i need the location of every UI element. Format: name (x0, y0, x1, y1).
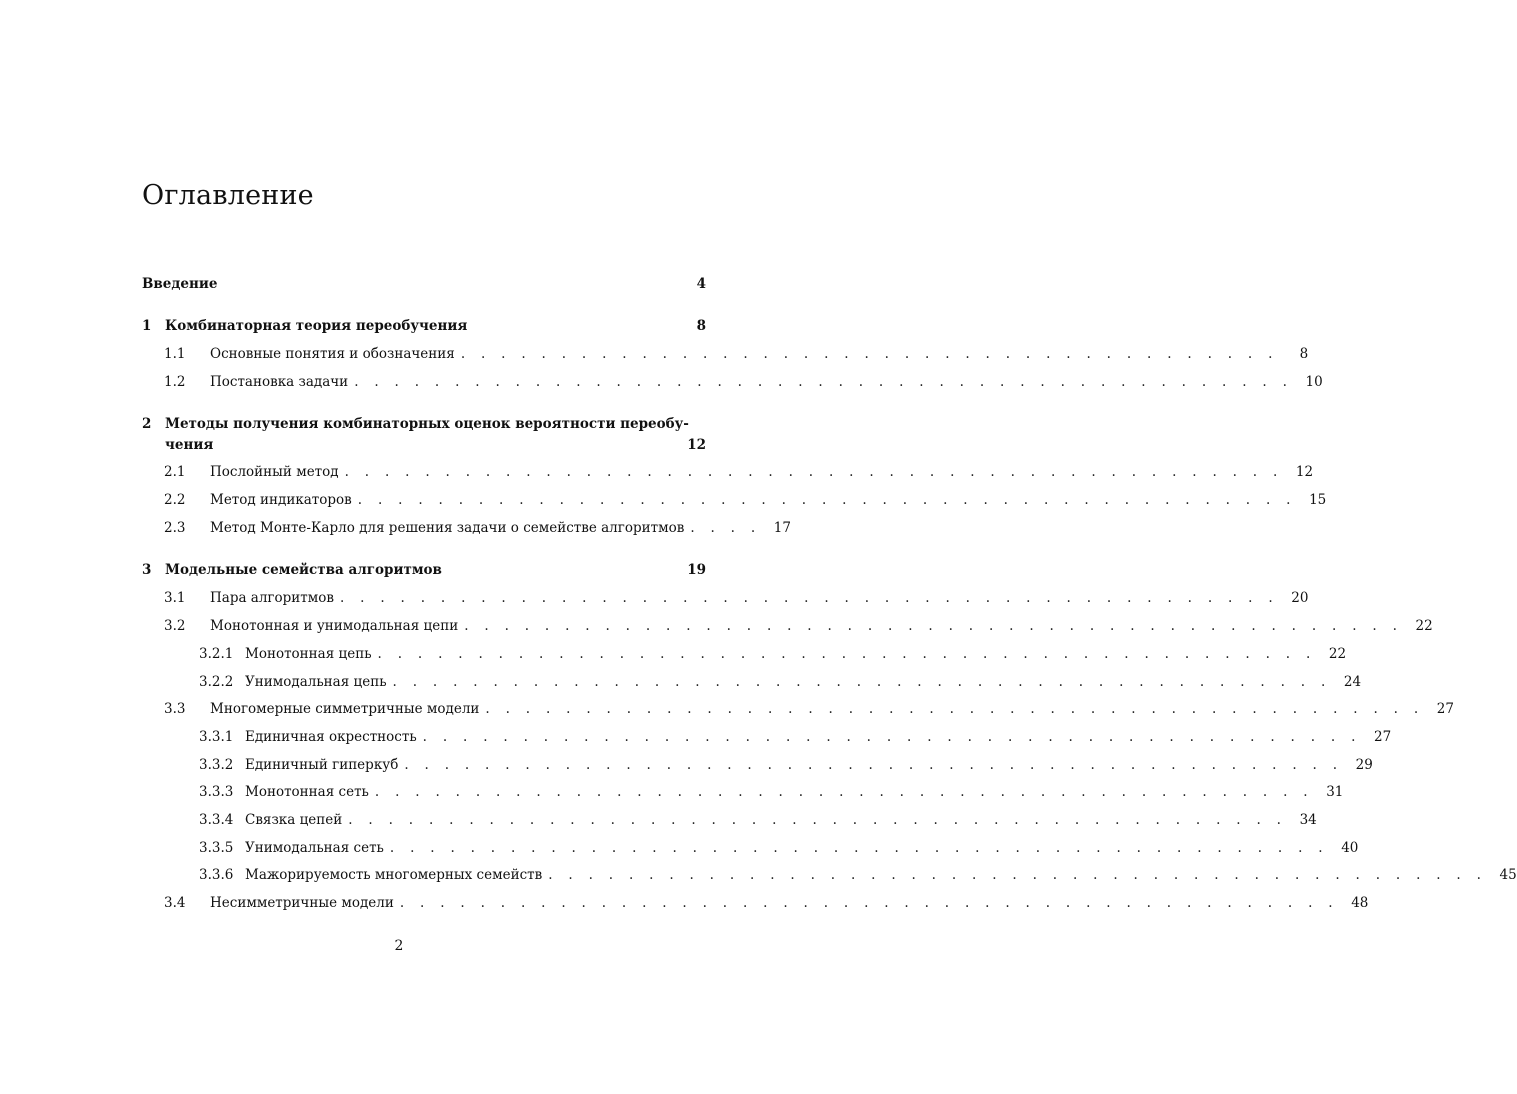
leader-dots: . . . . . . . . . . . . . . . . . . . . . . . . . . . . . . . . . . . . . . . . . . . . . . . (548, 867, 1487, 883)
leader-dots: . . . . . . . . . . . . . . . . . . . . . . . . . . . . . . . . . . . . . . . . . . . . . . . (392, 674, 1332, 690)
leader-dots: . . . . . . . . . . . . . . . . . . . . . . . . . . . . . . . . . . . . . . . . . . . . . . . (344, 464, 1284, 480)
toc-entry-3-1[interactable] (142, 587, 1309, 609)
entry-page: 10 (1305, 374, 1323, 390)
leader-dots: . . . . . . . . . . . . . . . . . . . . . . . . . . . . . . . . . . . . . . . . . . . . . . . (404, 757, 1343, 773)
entry-label: Несимметричные модели (210, 895, 394, 911)
toc-entry-3-2-2[interactable] (142, 671, 1362, 693)
toc-entry-chapter-2-cont[interactable] (142, 434, 706, 456)
entry-page: 48 (1351, 895, 1369, 911)
entry-page: 27 (1436, 701, 1454, 717)
leader-dots: . . . . (690, 520, 761, 536)
entry-number: 3.3.1 (199, 729, 234, 745)
entry-label: Связка цепей (245, 812, 343, 828)
toc-entry-chapter-3[interactable] (142, 559, 706, 581)
entry-page: 17 (773, 520, 791, 536)
toc-entry-3-3[interactable] (142, 698, 1454, 720)
entry-label: Метод Монте-Карло для решения задачи о семействе алгоритмов (210, 520, 685, 536)
leader-dots: . . . . . . . . . . . . . . . . . . . . . . . . . . . . . . . . . . . . . . . . . . . . . . . (399, 895, 1339, 911)
toc-entry-3-3-5[interactable] (142, 837, 1359, 859)
entry-number: 3.3.4 (199, 812, 234, 828)
entry-page: 12 (1295, 464, 1314, 480)
toc-entry-3-4[interactable] (142, 892, 1369, 914)
entry-page: 22 (1415, 618, 1433, 634)
page-number: 2 (394, 938, 404, 954)
entry-page: 15 (1309, 492, 1327, 508)
entry-number: 2.1 (164, 464, 186, 480)
toc-entry-intro[interactable] (142, 273, 706, 295)
entry-page: 22 (1328, 646, 1347, 662)
entry-number: 3.3.6 (199, 867, 234, 883)
toc-entry-3-3-3[interactable] (142, 781, 1344, 803)
entry-label: Унимодальная цепь (245, 674, 387, 690)
entry-page: 34 (1299, 812, 1317, 828)
entry-page: 8 (1299, 346, 1309, 362)
entry-number: 1.2 (164, 374, 186, 390)
entry-label: Модельные семейства алгоритмов (165, 562, 442, 578)
toc-entry-1-2[interactable] (142, 371, 1323, 393)
entry-number: 3.2.1 (199, 646, 234, 662)
entry-page: 4 (696, 276, 706, 292)
toc-entry-chapter-1[interactable] (142, 315, 706, 337)
entry-label: Унимодальная сеть (245, 840, 384, 856)
entry-number: 3.3 (164, 701, 186, 717)
entry-number: 3.2.2 (199, 674, 234, 690)
entry-label-line2: чения (165, 437, 214, 453)
entry-label: Пара алгоритмов (210, 590, 334, 606)
leader-dots: . . . . . . . . . . . . . . . . . . . . . . . . . . . . . . . . . . . . . . . . . . . . . . . (377, 646, 1317, 662)
entry-label: Комбинаторная теория переобучения (165, 318, 468, 334)
toc-entry-3-2[interactable] (142, 615, 1433, 637)
entry-number: 3.3.5 (199, 840, 234, 856)
leader-dots: . . . . . . . . . . . . . . . . . . . . . . . . . . . . . . . . . . . . . . . . . . . . . . . (339, 590, 1279, 606)
entry-label: Монотонная сеть (245, 784, 369, 800)
leader-dots: . . . . . . . . . . . . . . . . . . . . . . . . . . . . . . . . . . . . . . . . . . . . . . . (389, 840, 1329, 856)
leader-dots: . . . . . . . . . . . . . . . . . . . . . . . . . . . . . . . . . . . . . . . . . . . . . . . (354, 374, 1293, 390)
toc-entry-3-3-1[interactable] (142, 726, 1392, 748)
page-title: Оглавление (142, 180, 314, 211)
entry-number: 3.1 (164, 590, 186, 606)
entry-label: Единичный гиперкуб (245, 757, 399, 773)
entry-page: 31 (1326, 784, 1344, 800)
entry-number: 3.3.3 (199, 784, 234, 800)
entry-label: Введение (142, 276, 218, 292)
entry-number: 3.2 (164, 618, 186, 634)
toc-entry-3-2-1[interactable] (142, 643, 1347, 665)
entry-page: 29 (1355, 757, 1373, 773)
entry-label: Монотонная цепь (245, 646, 372, 662)
entry-number: 3.4 (164, 895, 186, 911)
leader-dots: . . . . . . . . . . . . . . . . . . . . . . . . . . . . . . . . . . . . . . . . . (460, 346, 1279, 362)
toc-entry-2-3[interactable] (142, 517, 791, 539)
entry-label: Основные понятия и обозначения (210, 346, 455, 362)
entry-page: 20 (1291, 590, 1309, 606)
leader-dots: . . . . . . . . . . . . . . . . . . . . . . . . . . . . . . . . . . . . . . . . . . . . . . . (464, 618, 1403, 634)
toc-entry-3-3-6[interactable] (142, 864, 1517, 886)
leader-dots: . . . . . . . . . . . . . . . . . . . . . . . . . . . . . . . . . . . . . . . . . . . . . . . (422, 729, 1362, 745)
entry-number: 2.2 (164, 492, 186, 508)
entry-page: 12 (687, 437, 706, 453)
toc-entry-chapter-2[interactable] (142, 413, 706, 435)
entry-number: 2 (142, 416, 152, 432)
entry-number: 1.1 (164, 346, 186, 362)
entry-number: 1 (142, 318, 152, 334)
entry-label: Единичная окрестность (245, 729, 417, 745)
entry-label: Метод индикаторов (210, 492, 352, 508)
entry-page: 8 (696, 318, 706, 334)
entry-page: 19 (687, 562, 706, 578)
entry-page: 24 (1343, 674, 1362, 690)
toc-entry-3-3-2[interactable] (142, 754, 1373, 776)
entry-page: 27 (1373, 729, 1392, 745)
leader-dots: . . . . . . . . . . . . . . . . . . . . . . . . . . . . . . . . . . . . . . . . . . . . . . . (357, 492, 1297, 508)
toc-entry-1-1[interactable] (142, 343, 1309, 365)
entry-label: Многомерные симметричные модели (210, 701, 480, 717)
entry-label: Послойный метод (210, 464, 339, 480)
entry-label: Постановка задачи (210, 374, 349, 390)
leader-dots: . . . . . . . . . . . . . . . . . . . . . . . . . . . . . . . . . . . . . . . . . . . . . . . (374, 784, 1314, 800)
entry-number: 2.3 (164, 520, 186, 536)
entry-page: 40 (1341, 840, 1359, 856)
leader-dots: . . . . . . . . . . . . . . . . . . . . . . . . . . . . . . . . . . . . . . . . . . . . . . . (348, 812, 1287, 828)
leader-dots: . . . . . . . . . . . . . . . . . . . . . . . . . . . . . . . . . . . . . . . . . . . . . . . (485, 701, 1424, 717)
toc-entry-3-3-4[interactable] (142, 809, 1317, 831)
entry-page: 45 (1499, 867, 1517, 883)
entry-number: 3.3.2 (199, 757, 234, 773)
entry-label: Монотонная и унимодальная цепи (210, 618, 459, 634)
entry-number: 3 (142, 562, 152, 578)
entry-label-line1: Методы получения комбинаторных оценок вероятности переобу- (165, 416, 689, 432)
toc-entry-2-1[interactable] (142, 461, 1314, 483)
entry-label: Мажорируемость многомерных семейств (245, 867, 543, 883)
toc-entry-2-2[interactable] (142, 489, 1327, 511)
